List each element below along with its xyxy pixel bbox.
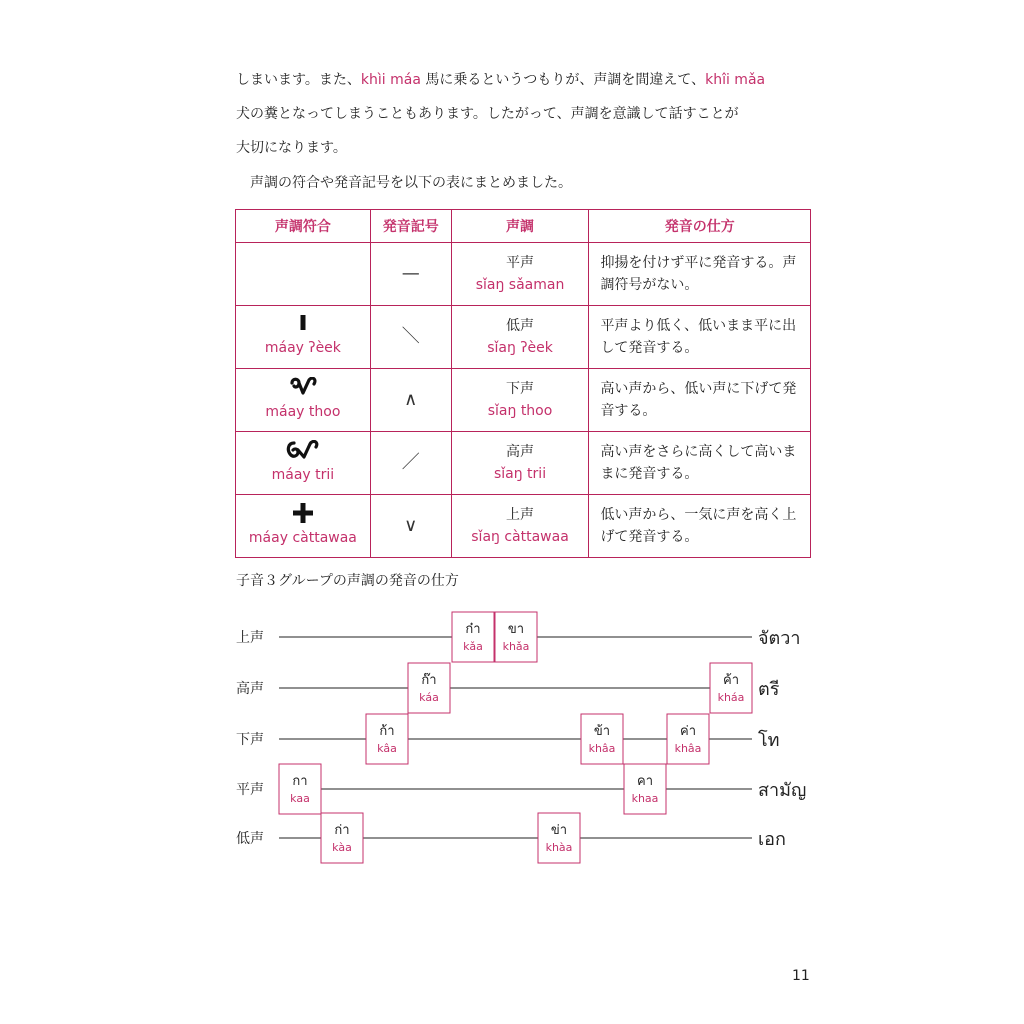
paragraph-line-2: 犬の糞となってしまうこともあります。したがって、声調を意識して話すことが (236, 106, 739, 122)
syllable-box (624, 764, 666, 814)
pronunciation-desc: 抑揚を付けず平に発音する。声調符号がない。 (589, 243, 811, 306)
syllable-roman: kháa (717, 691, 745, 704)
tone-name: 平声 (506, 255, 535, 271)
pronunciation-desc: 高い声から、低い声に下げて発音する。 (589, 369, 811, 432)
syllable-roman: khâa (588, 742, 616, 755)
tone-level-label: 平声 (236, 782, 264, 798)
tone-roman: sǐaŋ ʔèek (487, 340, 553, 356)
syllable-box (452, 612, 494, 662)
table-intro: 声調の符合や発音記号を以下の表にまとめました。 (250, 175, 572, 191)
tone-name: 上声 (506, 507, 535, 523)
syllable-thai: ก้า (379, 724, 395, 739)
tone-level-label: 高声 (236, 681, 264, 697)
paragraph-line-1: しまいます。また、khìi máa 馬に乗るというつもりが、声調を間違えて、khîi mǎa (236, 72, 766, 88)
tone-roman: sǐaŋ thoo (487, 403, 553, 419)
tone-level-thai: ตรี (758, 679, 780, 700)
header-tone: 声調 (451, 210, 589, 243)
tone-roman: sǐaŋ trii (493, 466, 547, 482)
syllable-roman: kǎa (463, 640, 483, 653)
pronunciation-desc: 低い声から、一気に声を高く上げて発音する。 (589, 495, 811, 558)
phonetic-symbol: ∨ (370, 495, 451, 558)
thai-phrase-dog-dung: khîi mǎa (705, 72, 766, 88)
syllable-thai: ค้า (723, 673, 739, 688)
header-phonetic-symbol: 発音記号 (370, 210, 451, 243)
syllable-roman: kaa (290, 792, 310, 805)
syllable-thai: ขา (507, 622, 525, 637)
syllable-box (408, 663, 450, 713)
syllable-roman: khàa (545, 841, 573, 854)
tone-roman: sǐaŋ sǎaman (475, 277, 565, 293)
phonetic-symbol: ∧ (370, 369, 451, 432)
tone-level-thai: โท (758, 730, 780, 751)
syllable-box (710, 663, 752, 713)
tone-name: 高声 (506, 444, 535, 460)
syllable-box (321, 813, 363, 863)
syllable-box (581, 714, 623, 764)
phonetic-symbol: ／ (370, 432, 451, 495)
diagram-title: 子音３グループの声調の発音の仕方 (236, 573, 459, 589)
syllable-thai: ก๊า (421, 673, 437, 688)
tone-name: 低声 (506, 318, 535, 334)
syllable-roman: khǎa (502, 640, 530, 653)
tone-level-thai: จัตวา (758, 628, 801, 649)
phonetic-symbol: ＼ (370, 306, 451, 369)
syllable-box (538, 813, 580, 863)
tone-name: 下声 (506, 381, 535, 397)
syllable-roman: khâa (674, 742, 702, 755)
tone-mark-name: máay thoo (265, 404, 341, 420)
pronunciation-desc: 平声より低く、低いまま平に出して発音する。 (589, 306, 811, 369)
syllable-box (495, 612, 537, 662)
tone-level-label: 下声 (236, 732, 264, 748)
syllable-roman: kàa (332, 841, 352, 854)
header-pronunciation: 発音の仕方 (589, 210, 811, 243)
tone-mark-name: máay càttawaa (248, 530, 357, 546)
syllable-thai: ข้า (593, 724, 611, 739)
tone-roman: sǐaŋ càttawaa (471, 529, 569, 545)
paragraph-line-3: 大切になります。 (236, 140, 347, 156)
tone-level-thai: เอก (758, 829, 786, 850)
syllable-thai: กา (292, 774, 308, 789)
tone-mark-name: máay ʔèek (264, 340, 341, 356)
syllable-box (667, 714, 709, 764)
syllable-roman: khaa (631, 792, 659, 805)
syllable-box (279, 764, 321, 814)
tone-level-label: 上声 (236, 630, 264, 646)
syllable-thai: ก่า (334, 823, 350, 838)
pronunciation-desc: 高い声をさらに高くして高いままに発音する。 (589, 432, 811, 495)
tone-mark-name: máay trii (271, 467, 335, 483)
syllable-thai: ก๋า (465, 622, 481, 637)
phonetic-symbol: — (370, 243, 451, 306)
syllable-box (366, 714, 408, 764)
syllable-roman: kâa (377, 742, 397, 755)
syllable-roman: káa (419, 691, 439, 704)
syllable-thai: ค่า (680, 724, 696, 739)
syllable-thai: คา (637, 774, 653, 789)
syllable-thai: ข่า (550, 823, 568, 838)
tone-level-label: 低声 (236, 831, 264, 847)
header-tone-mark: 声調符合 (236, 210, 371, 243)
thai-phrase-ride-horse: khìi máa (360, 72, 421, 88)
tone-level-thai: สามัญ (758, 780, 807, 801)
page-number: 11 (792, 968, 810, 984)
